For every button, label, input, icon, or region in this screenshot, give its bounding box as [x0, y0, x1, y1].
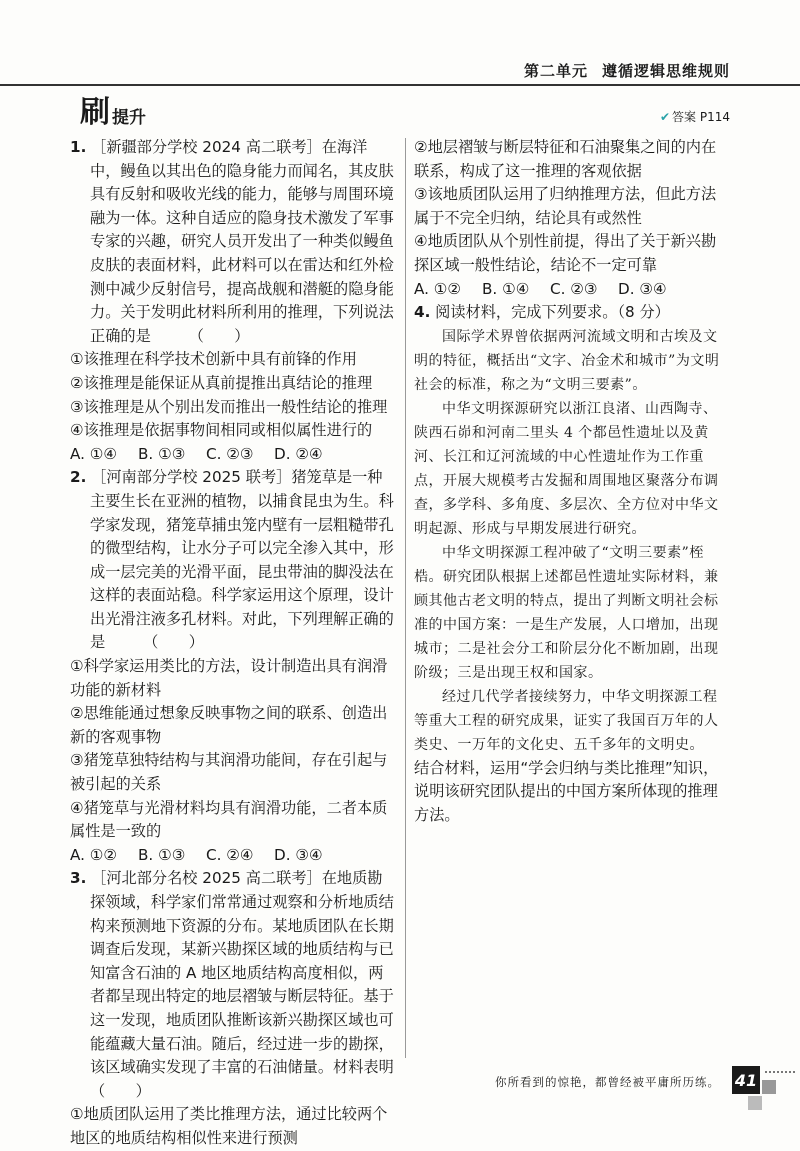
option-statement: ③该推理是从个别出发而推出一般性结论的推理 [70, 397, 388, 416]
choice-c[interactable]: C. ②④ [206, 845, 254, 864]
answer-choices [70, 443, 396, 467]
question-number: 2. [70, 468, 87, 487]
question-stem: ［河南部分学校 2025 联考］猪笼草是一种主要生长在亚洲的植物，以捕食昆虫为生。科学家发现，猪笼草捕虫笼内壁有一层粗糙带孔的微型结构，让水分子可以完全渗入其中，形成一层完美的光滑平面，昆虫带油的脚没法在这样的表面站稳。科学家运用这个原理，设计出光滑注液多孔材料。对此，下列理解正确的是 （ ） [90, 468, 394, 652]
choice-d[interactable]: D. ②④ [274, 444, 323, 463]
answer-reference [660, 108, 730, 125]
option-statement: ③猪笼草独特结构与其润滑功能间，存在引起与被引起的关系 [70, 751, 388, 794]
option-statement: ④地质团队从个别性前提，得出了关于新兴勘探区域一般性结论，结论不一定可靠 [414, 232, 717, 274]
choice-b[interactable]: B. ①④ [482, 279, 530, 298]
option-statement: ②地层褶皱与断层特征和石油聚集之间的内在联系，构成了这一推理的客观依据 [414, 138, 717, 180]
page-number: 41 [732, 1066, 760, 1094]
checkmark-icon: ✔ [659, 109, 671, 124]
question-3 [70, 867, 409, 1150]
question-1 [70, 136, 396, 466]
decorative-dots [765, 1071, 795, 1074]
section-heading-big: 刷 [80, 95, 110, 130]
question-number: 1. [70, 138, 87, 156]
option-statement: ②该推理是能保证从真前提推出真结论的推理 [70, 373, 373, 392]
option-statement: ①地质团队运用了类比推理方法，通过比较两个地区的地质结构相似性来进行预测 [70, 1105, 388, 1147]
material-paragraph: 中华文明探源工程冲破了“文明三要素”桎梏。研究团队根据上述都邑性遗址实际材料，兼顾其他古老文明的特点，提出了判断文明社会标准的中国方案：一是生产发展，人口增加，出现城市；二是社会分工和阶层分化不断加剧，出现阶级；三是出现王权和国家。 [414, 544, 719, 681]
question-stem: ［河北部分名校 2025 高二联考］在地质勘探领域，科学家们常常通过观察和分析地质结构来预测地下资源的分布。某地质团队在长期调查后发现，某新兴勘探区域的地质结构与已知富含石油的 A 地区地质结构高度相似，两者都呈现出特定的地层褶皱与断层特征。基于这一发现，地质团队推断该新兴勘探区域也可能蕴藏大量石油。随后，经过进一步的勘探，该区域确实发现了丰富的石油储量。材料表明 （ ） [90, 869, 409, 1100]
choice-a[interactable]: A. ①④ [70, 444, 118, 463]
question-stem: 阅读材料，完成下列要求。（8 分） [435, 303, 670, 322]
option-statement: ①该推理在科学技术创新中具有前锋的作用 [70, 350, 357, 369]
answer-reference-text: 答案 P114 [672, 110, 730, 124]
option-statement: ④猪笼草与光滑材料均具有润滑功能，二者本质属性是一致的 [70, 798, 388, 841]
option-statement: ②思维能通过想象反映事物之间的联系、创造出新的客观事物 [70, 704, 388, 746]
material-paragraph: 经过几代学者接续努力，中华文明探源工程等重大工程的研究成果，证实了我国百万年的人类史、一万年的文化史、五千多年的文明史。 [414, 688, 719, 753]
option-statement: ①科学家运用类比的方法，设计制造出具有润滑功能的新材料 [70, 657, 388, 699]
question-requirement: 结合材料，运用“学会归纳与类比推理”知识，说明该研究团队提出的中国方案所体现的推理方法。 [414, 758, 719, 824]
answer-choices [70, 844, 396, 868]
choice-d[interactable]: D. ③④ [618, 279, 667, 298]
material-paragraph: 中华文明探源研究以浙江良渚、山西陶寺、陕西石峁和河南二里头 4 个都邑性遗址以及黄河、长江和辽河流域的中心性遗址作为工作重点，开展大规模考古发掘和周围地区聚落分布调查，多学科、多角度、多层次、全方位对中华文明起源、形成与早期发展进行研究。 [414, 400, 719, 537]
column-divider [405, 138, 406, 1058]
choice-d[interactable]: D. ③④ [274, 845, 323, 864]
section-heading [80, 92, 146, 128]
footer-quote: 你所看到的惊艳，都曾经被平庸所历练。 [495, 1075, 720, 1089]
decorative-square [748, 1096, 762, 1110]
answer-choices [414, 278, 730, 302]
decorative-square [762, 1080, 776, 1094]
unit-label: 第二单元 [523, 62, 588, 80]
question-number: 3. [70, 869, 87, 888]
question-stem: ［新疆部分学校 2024 高二联考］在海洋中，鳗鱼以其出色的隐身能力而闻名，其皮肤具有反射和吸收光线的能力，能够与周围环境融为一体。这种自适应的隐身技术激发了军事专家的兴趣，研究人员开发出了一种类似鳗鱼皮肤的表面材料，此材料可以在雷达和红外检测中减少反射信号，提高战舰和潜艇的隐身能力。关于发明此材料所利用的推理，下列说法正确的是 （ ） [90, 138, 394, 345]
choice-a[interactable]: A. ①② [414, 279, 462, 298]
choice-b[interactable]: B. ①③ [138, 845, 186, 864]
choice-c[interactable]: C. ②③ [550, 279, 598, 298]
section-heading-small: 提升 [112, 108, 146, 128]
unit-title-text: 遵循逻辑思维规则 [601, 62, 730, 80]
material-paragraph: 国际学术界曾依据两河流域文明和古埃及文明的特征，概括出“文字、冶金术和城市”为文明社会的标准，称之为“文明三要素”。 [414, 328, 720, 393]
choice-c[interactable]: C. ②③ [206, 444, 254, 463]
unit-title [524, 60, 730, 81]
watermark [300, 640, 480, 770]
option-statement: ③该地质团队运用了归纳推理方法，但此方法属于不完全归纳，结论具有或然性 [414, 185, 717, 227]
option-statement: ④该推理是依据事物间相同或相似属性进行的 [70, 421, 373, 440]
question-number: 4. [414, 303, 431, 322]
choice-a[interactable]: A. ①② [70, 845, 118, 864]
choice-b[interactable]: B. ①③ [138, 444, 186, 463]
